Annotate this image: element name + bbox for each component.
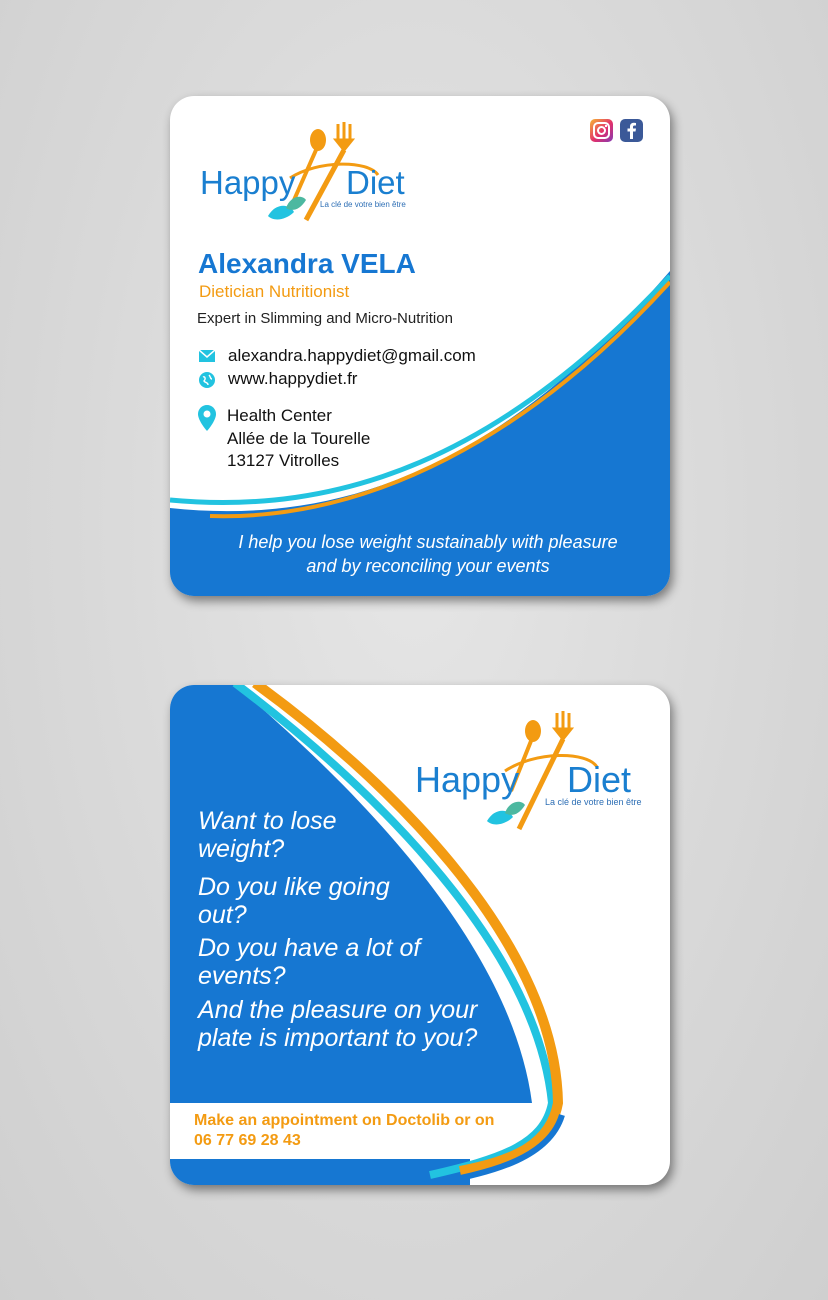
address-line-2: Allée de la Tourelle — [227, 428, 371, 448]
business-card-front — [170, 96, 670, 596]
envelope-icon — [199, 350, 215, 362]
globe-icon — [199, 372, 215, 388]
question-3: Do you have a lot of events? — [198, 934, 421, 990]
instagram-icon[interactable] — [590, 119, 613, 142]
specialty: Expert in Slimming and Micro-Nutrition — [197, 310, 453, 327]
slogan — [198, 530, 658, 578]
logo-tagline: La clé de votre bien être — [545, 797, 642, 807]
logo-word-happy: Happy — [200, 164, 296, 201]
logo-tagline: La clé de votre bien être — [320, 200, 406, 209]
happy-diet-logo — [198, 120, 438, 240]
logo-word-diet: Diet — [567, 759, 632, 800]
slogan-line-1: I help you lose weight sustainably with pleasure — [238, 532, 618, 552]
address-block — [227, 405, 370, 473]
logo-word-happy: Happy — [415, 759, 520, 800]
question-2: Do you like going out? — [198, 873, 390, 929]
slogan-line-2: and by reconciling your events — [306, 556, 550, 576]
facebook-icon[interactable] — [620, 119, 643, 142]
appointment-call-to-action: Make an appointment on Doctolib or on 06 77 69 28 43 — [194, 1112, 495, 1149]
happy-diet-logo-back — [415, 709, 655, 839]
email-link[interactable]: alexandra.happydiet@gmail.com — [228, 346, 476, 365]
job-title: Dietician Nutritionist — [199, 282, 350, 301]
question-4: And the pleasure on your plate is important to you? — [198, 996, 478, 1052]
logo-word-diet: Diet — [346, 164, 405, 201]
person-name: Alexandra VELA — [198, 248, 416, 279]
address-line-3: 13127 Vitrolles — [227, 451, 340, 470]
business-card-back — [170, 685, 670, 1185]
website-link[interactable]: www.happydiet.fr — [228, 369, 358, 388]
question-1: Want to lose weight? — [198, 807, 337, 863]
map-pin-icon — [198, 405, 216, 431]
address-line-1: Health Center — [227, 406, 332, 425]
